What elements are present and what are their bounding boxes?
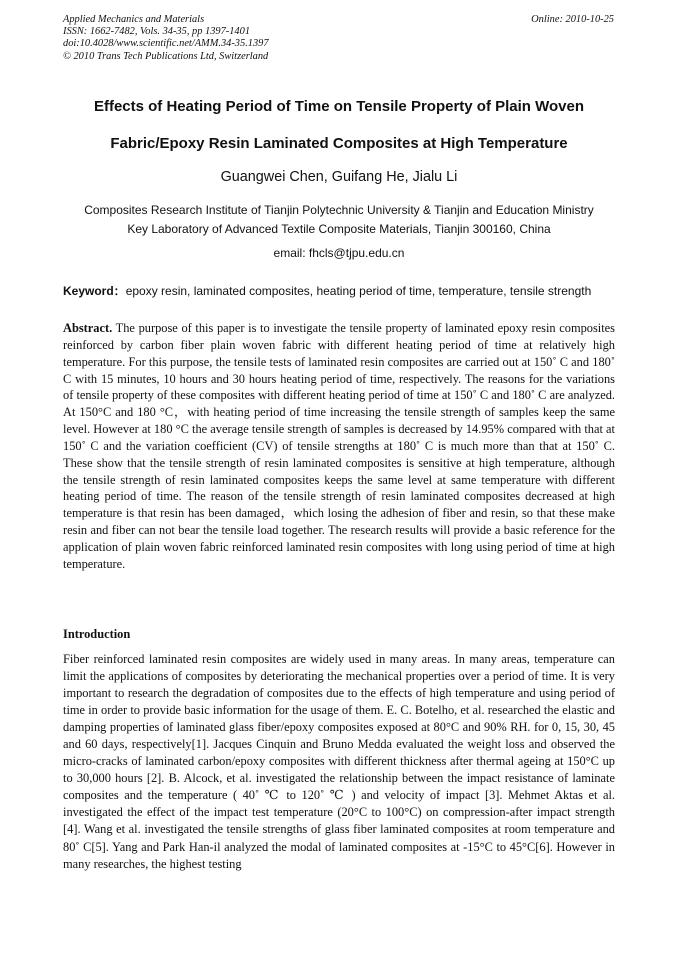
affiliation-line-2: Key Laboratory of Advanced Textile Composite Materials, Tianjin 300160, China (127, 221, 551, 236)
doi-line[interactable]: doi:10.4028/www.scientific.net/AMM.34-35.1397 (63, 38, 269, 50)
journal-header (63, 14, 269, 63)
online-date: Online: 2010-10-25 (531, 14, 614, 25)
authors: Guangwei Chen, Guifang He, Jialu Li (220, 169, 458, 185)
affiliation-line-1: Composites Research Institute of Tianjin Polytechnic University & Tianjin and Education Ministry (84, 203, 594, 217)
title-line-2: Fabric/Epoxy Resin Laminated Composites at High Temperature (110, 135, 568, 152)
introduction-text: Fiber reinforced laminated resin composites are widely used in many areas. In many areas, temperature can limit the applications of composites by deteriorating the mechanical properties over a period of time. It is very important to research the degradation of composites due to the effects of high temperature and using period of time in order to provide basic information for the usage of them. E. C. Botelho, et al. researched the elastic and damping properties of laminated glass fiber/epoxy composites exposed at 80°C and 90% RH. for 0, 15, 30, 45 and 60 days, respectively[1]. Jacques Cinquin and Bruno Medda evaluated the weight loss and observed the micro-cracks of laminated carbon/epoxy composites with different thickness after thermal ageing at 150°C up to 30,000 hours [2]. B. Alcock, et al. investigated the relationship between the impact resistance of laminate composites and the temperature ( 40˚ ℃ to 120˚ ℃ ) and velocity of impact [3]. Mehmet Aktas et al. investigated the effect of the impact test temperature (20°C to 100°C) on compression-after impact strength [4]. Wang et al. investigated the tensile strengths of glass fiber laminated composites at room temperature and 80˚ C[5]. Yang and Park Han-il analyzed the modal of laminated composites at -15°C to 45°C[6]. However in many researches, the highest testing (63, 652, 615, 871)
affiliation (40, 201, 638, 238)
keywords-label: Keyword： (63, 284, 126, 298)
journal-name: Applied Mechanics and Materials (63, 14, 205, 25)
issn-line: ISSN: 1662-7482, Vols. 34-35, pp 1397-1401 (63, 26, 251, 38)
abstract-label: Abstract. (63, 321, 113, 335)
title-line-1: Effects of Heating Period of Time on Tensile Property of Plain Woven (93, 98, 585, 115)
keywords-text: epoxy resin, laminated composites, heating period of time, temperature, tensile strength (125, 284, 592, 298)
introduction-heading: Introduction (63, 627, 131, 641)
abstract-text: The purpose of this paper is to investigate the tensile property of laminated epoxy resin composites reinforced by carbon fiber plain woven fabric with different heating period of time at relatively high temperature. For this purpose, the tensile tests of laminated resin composites are carried out at 150˚ C and 180˚ C with 15 minutes, 10 hours and 30 hours heating period of time, respectively. The reasons for the variations of tensile property of these composites with different heating period of time at 150˚ C and 180˚ C are analyzed. At 150°C and 180 °C，with heating period of time increasing the tensile strength of samples keep the same level. However at 180 °C the average tensile strength of samples is decreased by 14.95% compared with that at 150˚ C and the variation coefficient (CV) of tensile strengths at 180˚ C is much more than that at 150˚ C. These show that the tensile strength of resin laminated composites is sensitive at high temperature, although the tensile strength of resin laminated composites keeps the same level at same temperature with different heating period of time. The reason of the tensile strength of resin laminated composites decreased at high temperature is that resin has been damaged，which losing the adhesion of fiber and resin, so that these make resin and fiber can not bear the tensile load together. The research results will provide a basic reference for the application of plain woven fabric reinforced laminated resin composites with long using period of time at high temperature. (63, 321, 615, 571)
abstract (63, 320, 615, 573)
keywords (63, 283, 623, 299)
copyright-line: © 2010 Trans Tech Publications Ltd, Switzerland (63, 50, 269, 62)
author-email[interactable]: email: fhcls@tjpu.edu.cn (273, 246, 405, 260)
paper-title (40, 88, 638, 162)
